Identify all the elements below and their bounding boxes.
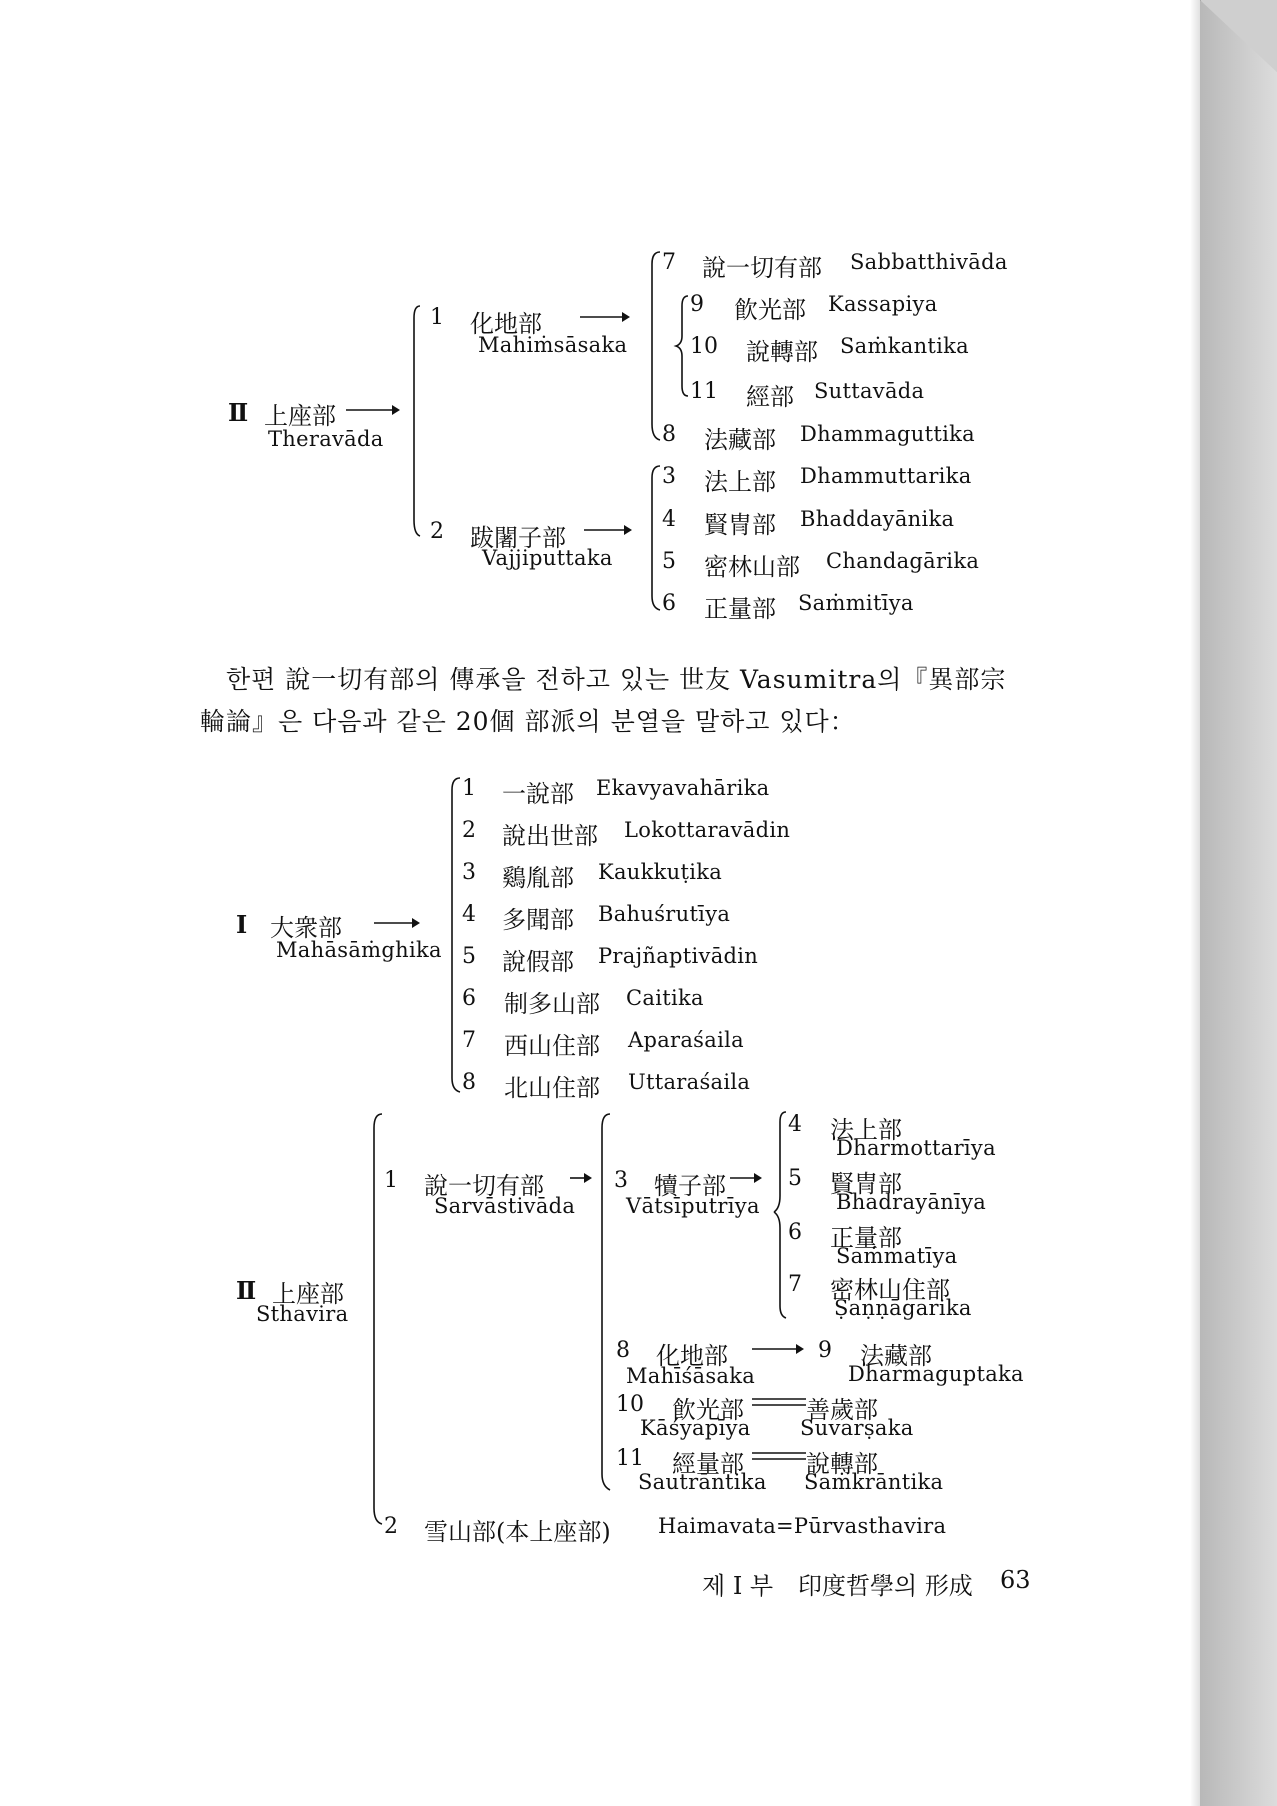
root-number: Ⅱ xyxy=(228,398,249,427)
branch-cjk: 犢子部 xyxy=(654,1172,726,1200)
leaf-number: 2 xyxy=(462,818,476,843)
leaf-latin: Uttaraśaila xyxy=(628,1070,751,1094)
leaf-cjk: 密林山住部 xyxy=(830,1276,950,1304)
equivalent-cjk: 說轉部 xyxy=(806,1450,878,1478)
leaf-number: 5 xyxy=(662,549,676,574)
book-edge xyxy=(1200,0,1277,1806)
branch-latin: Vātsīputrīya xyxy=(626,1194,760,1218)
root-latin: Theravāda xyxy=(268,427,384,451)
brace xyxy=(774,1212,786,1318)
brace xyxy=(774,1112,786,1212)
leaf-latin: Bahuśrutīya xyxy=(598,902,731,926)
branch-cjk: 說一切有部 xyxy=(424,1172,544,1200)
root-cjk: 上座部 xyxy=(264,402,336,430)
branch-latin: Vajjiputtaka xyxy=(482,546,613,570)
leaf-cjk: 制多山部 xyxy=(504,990,600,1018)
leaf-cjk: 飮光部 xyxy=(734,296,806,324)
leaf-cjk: 北山住部 xyxy=(504,1074,600,1102)
leaf-cjk: 法藏部 xyxy=(704,426,776,454)
branch-number: 10 xyxy=(616,1392,644,1417)
leaf-latin: Ṣaṇṇāgarika xyxy=(834,1296,972,1320)
branch-number: 2 xyxy=(430,519,444,544)
leaf-cjk: 一說部 xyxy=(502,780,574,808)
leaf-cjk: 經部 xyxy=(746,383,794,411)
leaf-cjk: 說假部 xyxy=(502,948,574,976)
branch-number: 1 xyxy=(384,1168,398,1193)
leaf-number: 3 xyxy=(462,860,476,885)
leaf-cjk: 說轉部 xyxy=(746,338,818,366)
leaf-latin: Dharmottarīya xyxy=(836,1136,996,1160)
leaf-latin: Dhammaguttika xyxy=(800,422,975,446)
brace xyxy=(374,1114,382,1524)
leaf-number: 5 xyxy=(462,944,476,969)
branch-latin: Kāśyapīya xyxy=(640,1416,751,1440)
part-label: 제 Ⅰ 부 xyxy=(702,1572,774,1600)
leaf-cjk: 法上部 xyxy=(830,1116,902,1144)
branch-number: 8 xyxy=(616,1338,630,1363)
leaf-cjk: 法上部 xyxy=(704,468,776,496)
branch-number: 11 xyxy=(616,1446,644,1471)
leaf-latin: Saṁkantika xyxy=(840,334,969,358)
leaf-latin: Bhadrayānīya xyxy=(836,1190,987,1214)
branch-cjk: 飮光部 xyxy=(672,1396,744,1424)
leaf-latin: Kaukkuṭika xyxy=(598,860,723,884)
leaf-number: 7 xyxy=(788,1272,802,1297)
branch-latin: Mahiṁsāsaka xyxy=(478,333,628,357)
leaf-cjk: 西山住部 xyxy=(504,1032,600,1060)
root-cjk: 上座部 xyxy=(272,1280,344,1308)
leaf-number: 6 xyxy=(462,986,476,1011)
leaf-number: 4 xyxy=(462,902,476,927)
branch-cjk: 跋闍子部 xyxy=(470,524,566,552)
leaf-cjk: 正量部 xyxy=(704,595,776,623)
leaf-number: 1 xyxy=(462,776,476,801)
paragraph-line-1: 한편 說一切有部의 傳承을 전하고 있는 世友 Vasumitra의『異部宗 xyxy=(226,665,1007,694)
leaf-latin: Chandagārika xyxy=(826,549,980,573)
branch-latin: Mahīśāsaka xyxy=(626,1364,756,1388)
branch-cjk: 化地部 xyxy=(470,310,542,338)
branch-cjk: 化地部 xyxy=(656,1342,728,1370)
leaf-latin: Kassapiya xyxy=(828,292,938,316)
equivalent-latin: Suvarṣaka xyxy=(800,1416,914,1440)
leaf-latin: Aparaśaila xyxy=(628,1028,744,1052)
branch-cjk: 法藏部 xyxy=(860,1342,932,1370)
leaf-latin: Lokottaravādin xyxy=(624,818,791,842)
leaf-latin: Prajñaptivādin xyxy=(598,944,759,968)
leaf-number: 4 xyxy=(788,1112,802,1137)
page-edge-shadow xyxy=(1190,0,1200,1806)
leaf-number: 5 xyxy=(788,1166,802,1191)
leaf-cjk: 說一切有部 xyxy=(702,254,822,282)
branch-number: 3 xyxy=(614,1168,628,1193)
leaf-cjk: 賢冑部 xyxy=(704,511,776,539)
leaf-number: 10 xyxy=(690,334,718,359)
root-latin: Sthavira xyxy=(256,1302,349,1326)
equivalent-cjk: 善歲部 xyxy=(806,1396,878,1424)
paragraph-line-2: 輪論』은 다음과 같은 20個 部派의 분열을 말하고 있다： xyxy=(200,707,856,736)
leaf-cjk: 說出世部 xyxy=(502,822,598,850)
leaf-cjk: 賢冑部 xyxy=(830,1170,902,1198)
leaf-latin: Bhaddayānika xyxy=(800,507,955,531)
branch-cjk: 雪山部(本上座部) xyxy=(424,1518,611,1546)
branch-number: 1 xyxy=(430,305,444,330)
root-number: Ⅱ xyxy=(236,1276,257,1305)
branch-latin: Sautrāntika xyxy=(638,1470,767,1494)
leaf-number: 7 xyxy=(662,250,676,275)
leaf-latin: Caitika xyxy=(626,986,704,1010)
running-title: 印度哲學의 形成 xyxy=(798,1572,973,1600)
root-cjk: 大衆部 xyxy=(270,914,342,942)
root-number: Ⅰ xyxy=(236,910,248,939)
leaf-number: 4 xyxy=(662,507,676,532)
leaf-latin: Dhammuttarika xyxy=(800,464,972,488)
arrow-head xyxy=(584,1173,592,1183)
leaf-number: 9 xyxy=(690,292,704,317)
leaf-number: 11 xyxy=(690,379,718,404)
arrow-head xyxy=(796,1344,804,1354)
root-latin: Mahāsāṁghika xyxy=(276,938,442,962)
leaf-cjk: 鷄胤部 xyxy=(502,864,574,892)
leaf-number: 6 xyxy=(662,591,676,616)
page-number: 63 xyxy=(1000,1566,1031,1594)
leaf-number: 8 xyxy=(662,422,676,447)
leaf-number: 6 xyxy=(788,1220,802,1245)
leaf-latin: Saṁmitīya xyxy=(798,591,914,615)
branch-number: 2 xyxy=(384,1514,398,1539)
branch-latin: Sarvāstivāda xyxy=(434,1194,576,1218)
leaf-number: 7 xyxy=(462,1028,476,1053)
leaf-number: 8 xyxy=(462,1070,476,1095)
brace xyxy=(602,1114,610,1490)
leaf-latin: Saṁmatīya xyxy=(836,1244,958,1268)
leaf-latin: Suttavāda xyxy=(814,379,925,403)
leaf-cjk: 密林山部 xyxy=(704,553,800,581)
leaf-latin: Sabbatthivāda xyxy=(850,250,1008,274)
leaf-cjk: 正量部 xyxy=(830,1224,902,1252)
equivalent-latin: Saṁkrāntika xyxy=(804,1470,944,1494)
branch-latin: Haimavata=Pūrvasthavira xyxy=(658,1514,947,1538)
branch-number: 9 xyxy=(818,1338,832,1363)
branch-cjk: 經量部 xyxy=(672,1450,744,1478)
leaf-latin: Ekavyavahārika xyxy=(596,776,770,800)
leaf-cjk: 多聞部 xyxy=(502,906,574,934)
arrow-head xyxy=(754,1173,762,1183)
branch-latin: Dharmaguptaka xyxy=(848,1362,1024,1386)
leaf-number: 3 xyxy=(662,464,676,489)
